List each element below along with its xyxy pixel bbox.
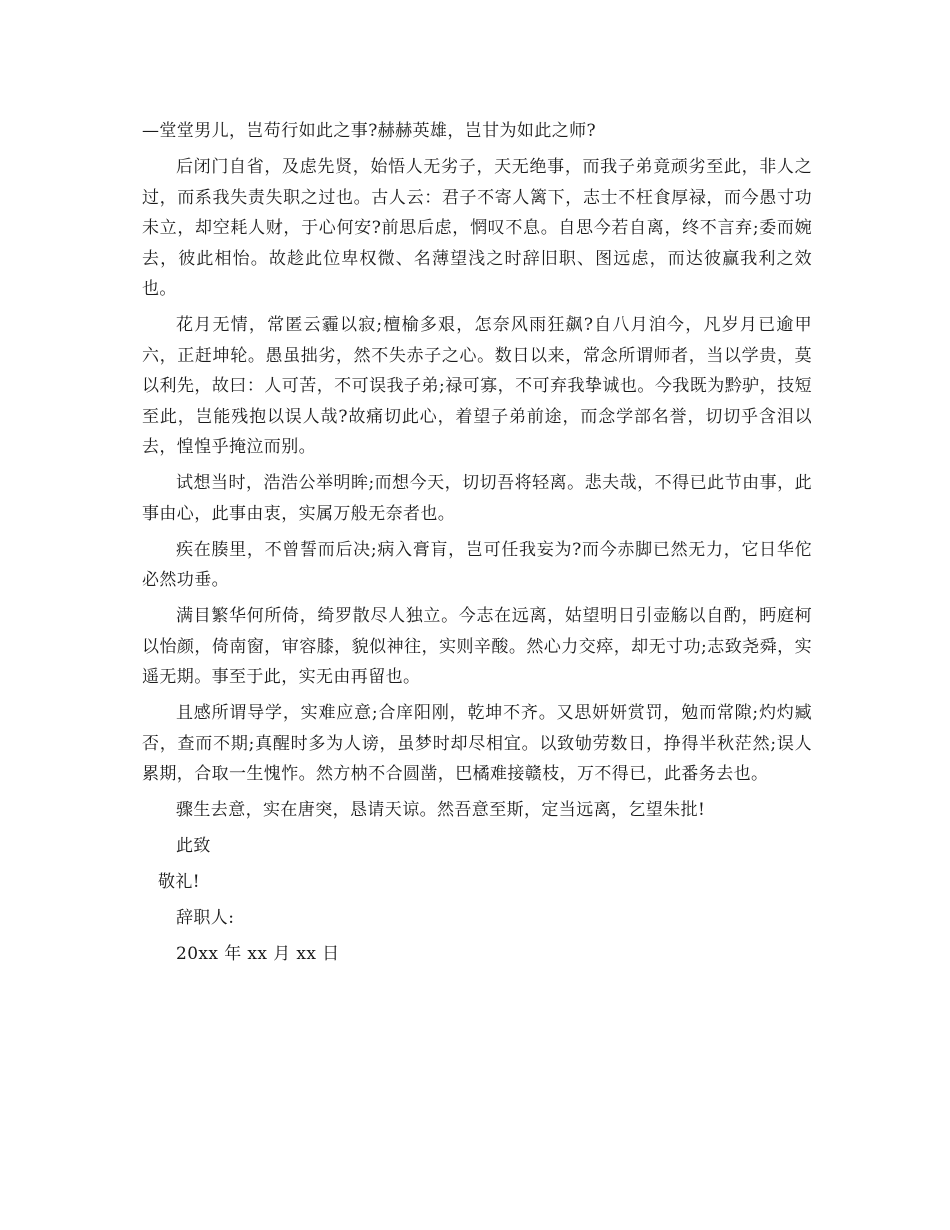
paragraph-1: —堂堂男儿，岂苟行如此之事?赫赫英雄，岂甘为如此之师? [142, 121, 597, 141]
paragraph-2: 后闭门自省，及虑先贤，始悟人无劣子，天无绝事，而我子弟竟顽劣至此，非人之过，而系我失责失职之过也。古人云：君子不寄人篱下，志士不枉食厚禄，而今愚寸功未立，却空耗人财，于心何安?前思后虑，惘叹不息。自思今若自离，终不言弃;委而婉去，彼此相怡。故趁此位卑权微、名薄望浅之时辞旧职、图远虑，而达彼赢我利之效也。 [142, 157, 812, 299]
paragraph-7: 且感所谓导学，实难应意;合庠阳刚，乾坤不齐。又思妍妍赏罚，勉而常隙;灼灼臧否，查而不期;真醒时多为人谤，虽梦时却尽相宜。以致劬劳数日，挣得半秋茫然;误人累期，合取一生愧怍。然方枘不合圆凿，巴橘难接赣枝，万不得已，此番务去也。 [142, 703, 812, 784]
paragraph-4: 试想当时，浩浩公举明眸;而想今天，切切吾将轻离。悲夫哉，不得已此节由事，此事由心，此事由衷，实属万般无奈者也。 [142, 473, 812, 524]
letter-date: 20xx 年 xx 月 xx 日 [176, 944, 340, 964]
letter-body [142, 116, 812, 975]
paragraph-3: 花月无情，常匿云霾以寂;檀榆多艰，怎奈风雨狂飙?自八月洎今，凡岁月已逾甲六，正赶坤轮。愚虽拙劣，然不失赤子之心。数日以来，常念所谓师者，当以学贵，莫以利先，故曰：人可苦，不可误我子弟;禄可寡，不可弃我挚诚也。今我既为黔驴，技短至此，岂能残抱以误人哉?故痛切此心，着望子弟前途，而念学部名誉，切切乎含泪以去，惶惶乎掩泣而别。 [142, 315, 812, 457]
signer-label: 辞职人: [176, 908, 235, 928]
paragraph-6: 满目繁华何所倚，绮罗散尽人独立。今志在远离，姑望明日引壶觞以自酌，眄庭柯以怡颜，倚南窗，审容膝，貌似神往，实则辛酸。然心力交瘁，却无寸功;志致尧舜，实遥无期。事至于此，实无由再留也。 [142, 606, 812, 687]
paragraph-5: 疾在腠里，不曾誓而后决;病入膏肓，岂可任我妄为?而今赤脚已然无力，它日华佗必然功垂。 [142, 539, 812, 590]
closing-regards: 敬礼! [158, 872, 201, 892]
paragraph-8: 骤生去意，实在唐突，恳请天谅。然吾意至斯，定当远离，乞望朱批! [176, 800, 706, 820]
closing-salutation: 此致 [176, 836, 211, 856]
